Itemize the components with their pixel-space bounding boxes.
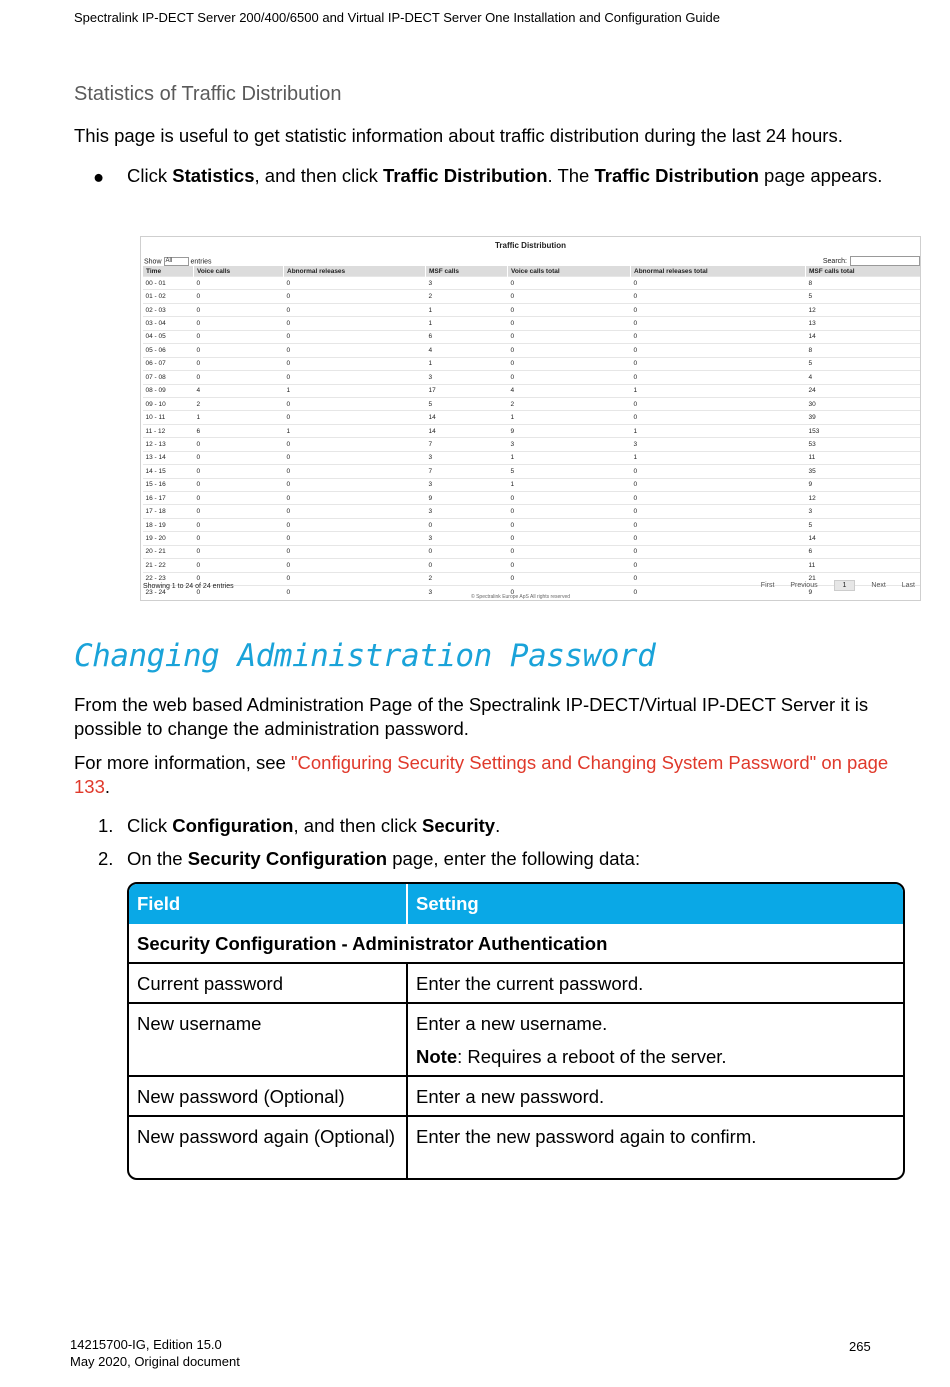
table-cell: 0 — [631, 492, 806, 505]
table-cell: 21 — [806, 572, 920, 585]
table-cell: 1 — [508, 478, 631, 491]
traffic-table — [142, 266, 920, 599]
table-cell: 0 — [631, 559, 806, 572]
table-cell: 08 - 09 — [143, 384, 194, 397]
table-cell: 2 — [194, 397, 284, 410]
field-current-password: Current password — [129, 964, 408, 1002]
table-cell: 0 — [284, 572, 426, 585]
table-cell: 2 — [508, 397, 631, 410]
table-cell: 12 — [806, 303, 920, 316]
table-row — [129, 1004, 903, 1077]
table-cell: 01 - 02 — [143, 290, 194, 303]
pager-previous[interactable]: Previous — [790, 582, 818, 589]
table-cell: 0 — [631, 465, 806, 478]
table-cell: 15 - 16 — [143, 478, 194, 491]
table-cell: 0 — [631, 545, 806, 558]
table-cell: 0 — [284, 357, 426, 370]
table-cell: 2 — [426, 572, 508, 585]
table-cell: 0 — [194, 478, 284, 491]
table-cell: 35 — [806, 465, 920, 478]
table-cell: 0 — [284, 371, 426, 384]
table-cell: 1 — [426, 317, 508, 330]
table-cell: 0 — [284, 545, 426, 558]
intro-paragraph: This page is useful to get statistic information about traffic distribution during the last 24 hours. — [74, 125, 843, 146]
table-cell: 0 — [194, 303, 284, 316]
table-cell: 1 — [426, 357, 508, 370]
setting-new-password-again: Enter the new password again to confirm. — [416, 1126, 757, 1147]
table-cell: 13 — [806, 317, 920, 330]
table-cell: 0 — [194, 505, 284, 518]
table-cell: 0 — [631, 290, 806, 303]
table-cell: 0 — [194, 438, 284, 451]
password-intro: From the web based Administration Page of the Spectralink IP-DECT/Virtual IP-DECT Server it is possible to change the administration password. — [74, 694, 869, 739]
table-cell: 0 — [284, 451, 426, 464]
table-row — [143, 478, 920, 491]
table-cell: 16 - 17 — [143, 492, 194, 505]
table-cell: 3 — [426, 478, 508, 491]
table-cell: 0 — [284, 317, 426, 330]
table-cell: 17 - 18 — [143, 505, 194, 518]
table-cell: 0 — [508, 586, 631, 599]
step-2-number: 2. — [98, 848, 114, 869]
table-cell: 30 — [806, 397, 920, 410]
table-cell: 1 — [631, 451, 806, 464]
table-row — [129, 964, 903, 1004]
table-row — [143, 397, 920, 410]
table-cell: 0 — [631, 505, 806, 518]
table-cell: 0 — [508, 277, 631, 290]
table-row — [143, 518, 920, 531]
table-row — [143, 505, 920, 518]
table-cell: 6 — [426, 330, 508, 343]
table-cell: 0 — [631, 518, 806, 531]
table-row — [143, 532, 920, 545]
table-cell: 14 - 15 — [143, 465, 194, 478]
table-cell: 0 — [284, 492, 426, 505]
group-row — [129, 924, 903, 964]
table-cell: 0 — [284, 505, 426, 518]
table-cell: 9 — [508, 424, 631, 437]
traffic-distribution-screenshot — [140, 236, 921, 601]
table-cell: 4 — [194, 384, 284, 397]
table-cell: 0 — [284, 397, 426, 410]
screenshot-title: Traffic Distribution — [494, 241, 567, 250]
table-cell: 0 — [426, 559, 508, 572]
security-settings-table — [127, 882, 905, 1180]
table-cell: 0 — [508, 357, 631, 370]
table-row — [143, 559, 920, 572]
table-cell: 0 — [284, 518, 426, 531]
table-cell: 0 — [631, 277, 806, 290]
table-cell: 0 — [284, 344, 426, 357]
table-cell: 0 — [508, 290, 631, 303]
page-number: 265 — [849, 1339, 871, 1354]
table-cell: 2 — [426, 290, 508, 303]
table-cell: 3 — [426, 586, 508, 599]
table-row — [143, 303, 920, 316]
table-cell: 0 — [194, 586, 284, 599]
pager-current[interactable]: 1 — [834, 580, 856, 591]
table-cell: 0 — [631, 411, 806, 424]
table-cell: 0 — [508, 371, 631, 384]
show-entries-select[interactable]: All — [164, 257, 189, 266]
table-cell: 0 — [631, 303, 806, 316]
section-subheading: Statistics of Traffic Distribution — [74, 83, 342, 105]
table-cell: 0 — [508, 559, 631, 572]
table-row — [143, 384, 920, 397]
table-cell: 21 - 22 — [143, 559, 194, 572]
table-row — [129, 1117, 903, 1178]
table-row — [129, 1077, 903, 1117]
table-cell: 22 - 23 — [143, 572, 194, 585]
pager-next[interactable]: Next — [871, 582, 886, 589]
table-cell: 12 — [806, 492, 920, 505]
table-row — [143, 290, 920, 303]
footer-document-info: 14215700-IG, Edition 15.0 May 2020, Original document — [70, 1337, 240, 1369]
table-cell: 0 — [631, 478, 806, 491]
page-heading: Changing Administration Password — [74, 638, 656, 674]
table-cell: 0 — [631, 371, 806, 384]
table-cell: 1 — [508, 451, 631, 464]
table-cell: 7 — [426, 465, 508, 478]
table-cell: 10 - 11 — [143, 411, 194, 424]
table-cell: 14 — [806, 330, 920, 343]
search-field: Search: — [823, 256, 920, 266]
table-cell: 153 — [806, 424, 920, 437]
table-cell: 0 — [508, 492, 631, 505]
pagination — [747, 580, 915, 591]
setting-current-password: Enter the current password. — [416, 973, 644, 994]
table-cell: 18 - 19 — [143, 518, 194, 531]
table-cell: 0 — [284, 290, 426, 303]
table-cell: 24 — [806, 384, 920, 397]
table-cell: 0 — [284, 559, 426, 572]
table-cell: 5 — [806, 290, 920, 303]
column-header[interactable]: MSF calls total — [806, 266, 920, 277]
show-entries: Show All entries — [144, 258, 212, 266]
table-cell: 0 — [194, 451, 284, 464]
step-1-number: 1. — [98, 815, 114, 836]
table-cell: 0 — [194, 371, 284, 384]
table-cell: 0 — [194, 518, 284, 531]
table-cell: 4 — [426, 344, 508, 357]
table-cell: 0 — [284, 303, 426, 316]
table-cell: 5 — [806, 357, 920, 370]
table-cell: 17 — [426, 384, 508, 397]
table-cell: 3 — [426, 371, 508, 384]
step-1: Click Configuration, and then click Security. — [127, 815, 501, 836]
bullet-dot: ● — [93, 166, 105, 187]
table-cell: 11 — [806, 559, 920, 572]
table-cell: 3 — [508, 438, 631, 451]
table-cell: 0 — [508, 344, 631, 357]
table-cell: 0 — [194, 572, 284, 585]
column-header[interactable]: Abnormal releases — [284, 266, 426, 277]
header-field: Field — [129, 884, 408, 924]
table-cell: 6 — [806, 545, 920, 558]
table-cell: 0 — [631, 532, 806, 545]
table-cell: 0 — [426, 545, 508, 558]
table-row — [143, 317, 920, 330]
table-cell: 1 — [426, 303, 508, 316]
table-cell: 3 — [631, 438, 806, 451]
table-cell: 0 — [194, 290, 284, 303]
table-cell: 0 — [284, 438, 426, 451]
table-cell: 4 — [508, 384, 631, 397]
table-cell: 6 — [194, 424, 284, 437]
table-cell: 0 — [284, 330, 426, 343]
table-cell: 0 — [194, 344, 284, 357]
table-cell: 05 - 06 — [143, 344, 194, 357]
table-cell: 0 — [194, 559, 284, 572]
table-cell: 9 — [806, 478, 920, 491]
table-cell: 5 — [426, 397, 508, 410]
group-title: Security Configuration - Administrator Authentication — [137, 933, 608, 954]
table-cell: 1 — [284, 424, 426, 437]
table-row — [143, 344, 920, 357]
cross-reference-link[interactable]: "Configuring Security Settings and Changing System Password" on page 133 — [74, 752, 889, 797]
table-cell: 09 - 10 — [143, 397, 194, 410]
table-cell: 3 — [426, 277, 508, 290]
table-cell: 11 — [806, 451, 920, 464]
field-new-password: New password (Optional) — [129, 1077, 408, 1115]
table-cell: 11 - 12 — [143, 424, 194, 437]
header-setting: Setting — [416, 893, 479, 914]
table-cell: 0 — [631, 330, 806, 343]
screenshot-copyright: © Spectralink Europe ApS All rights reserved — [471, 594, 571, 600]
table-cell: 13 - 14 — [143, 451, 194, 464]
table-cell: 1 — [194, 411, 284, 424]
column-header[interactable]: Voice calls total — [508, 266, 631, 277]
table-cell: 19 - 20 — [143, 532, 194, 545]
table-cell: 0 — [194, 492, 284, 505]
table-cell: 0 — [284, 586, 426, 599]
table-row — [143, 411, 920, 424]
table-cell: 0 — [508, 303, 631, 316]
more-info-paragraph: For more information, see "Configuring Security Settings and Changing System Password" on page 133. — [74, 752, 889, 797]
table-cell: 8 — [806, 277, 920, 290]
table-row — [143, 545, 920, 558]
column-header[interactable]: Time — [143, 266, 194, 277]
table-row — [143, 465, 920, 478]
table-cell: 0 — [284, 411, 426, 424]
table-cell: 0 — [194, 465, 284, 478]
table-cell: 5 — [508, 465, 631, 478]
table-cell: 00 - 01 — [143, 277, 194, 290]
table-cell: 0 — [194, 277, 284, 290]
table-row — [143, 357, 920, 370]
table-cell: 0 — [284, 277, 426, 290]
bullet-instruction: Click Statistics, and then click Traffic Distribution. The Traffic Distribution page appears. — [127, 165, 883, 186]
pager-last[interactable]: Last — [901, 582, 915, 589]
setting-new-username: Enter a new username. Note: Requires a reboot of the server. — [416, 1013, 727, 1067]
table-cell: 0 — [284, 532, 426, 545]
table-cell: 3 — [806, 505, 920, 518]
table-cell: 12 - 13 — [143, 438, 194, 451]
table-cell: 03 - 04 — [143, 317, 194, 330]
pager-first[interactable]: First — [760, 582, 775, 589]
search-input[interactable] — [850, 256, 920, 266]
column-header[interactable]: MSF calls — [426, 266, 508, 277]
table-cell: 1 — [631, 424, 806, 437]
column-header[interactable]: Voice calls — [194, 266, 284, 277]
table-cell: 23 - 24 — [143, 586, 194, 599]
table-cell: 0 — [284, 478, 426, 491]
table-cell: 53 — [806, 438, 920, 451]
table-cell: 0 — [426, 518, 508, 531]
table-cell: 06 - 07 — [143, 357, 194, 370]
running-header: Spectralink IP-DECT Server 200/400/6500 and Virtual IP-DECT Server One Installation and Configuration Guide — [74, 10, 721, 25]
table-cell: 3 — [426, 505, 508, 518]
table-cell: 39 — [806, 411, 920, 424]
table-cell: 9 — [426, 492, 508, 505]
table-cell: 0 — [631, 317, 806, 330]
table-cell: 3 — [426, 532, 508, 545]
table-row — [143, 451, 920, 464]
setting-new-password: Enter a new password. — [416, 1086, 605, 1107]
column-header[interactable]: Abnormal releases total — [631, 266, 806, 277]
table-cell: 20 - 21 — [143, 545, 194, 558]
entries-info: Showing 1 to 24 of 24 entries — [143, 583, 234, 590]
table-cell: 14 — [426, 411, 508, 424]
table-row — [143, 438, 920, 451]
table-cell: 8 — [806, 344, 920, 357]
table-cell: 0 — [508, 505, 631, 518]
field-new-username: New username — [129, 1004, 408, 1075]
note-label: Note — [416, 1046, 458, 1067]
table-cell: 7 — [426, 438, 508, 451]
table-cell: 14 — [426, 424, 508, 437]
table-cell: 0 — [194, 317, 284, 330]
table-cell: 0 — [508, 572, 631, 585]
table-cell: 0 — [508, 330, 631, 343]
table-cell: 1 — [631, 384, 806, 397]
table-cell: 0 — [631, 357, 806, 370]
table-cell: 1 — [284, 384, 426, 397]
table-cell: 02 - 03 — [143, 303, 194, 316]
table-cell: 0 — [631, 572, 806, 585]
table-cell: 07 - 08 — [143, 371, 194, 384]
table-cell: 0 — [194, 330, 284, 343]
table-cell: 0 — [631, 586, 806, 599]
table-cell: 14 — [806, 532, 920, 545]
step-2: On the Security Configuration page, enter the following data: — [127, 848, 641, 869]
table-cell: 0 — [631, 344, 806, 357]
table-cell: 0 — [194, 545, 284, 558]
table-cell: 0 — [194, 532, 284, 545]
table-cell: 0 — [508, 518, 631, 531]
table-cell: 0 — [508, 545, 631, 558]
table-cell: 9 — [806, 586, 920, 599]
table-cell: 0 — [508, 532, 631, 545]
table-cell: 0 — [631, 397, 806, 410]
table-row — [143, 330, 920, 343]
table-header-row — [129, 884, 903, 924]
table-row — [143, 277, 920, 290]
table-row — [143, 492, 920, 505]
table-cell: 1 — [508, 411, 631, 424]
table-row — [143, 371, 920, 384]
table-cell: 04 - 05 — [143, 330, 194, 343]
table-cell: 0 — [508, 317, 631, 330]
table-cell: 5 — [806, 518, 920, 531]
table-cell: 3 — [426, 451, 508, 464]
table-cell: 4 — [806, 371, 920, 384]
field-new-password-again: New password again (Optional) — [129, 1117, 408, 1178]
table-row — [143, 424, 920, 437]
table-cell: 0 — [194, 357, 284, 370]
table-cell: 0 — [284, 465, 426, 478]
